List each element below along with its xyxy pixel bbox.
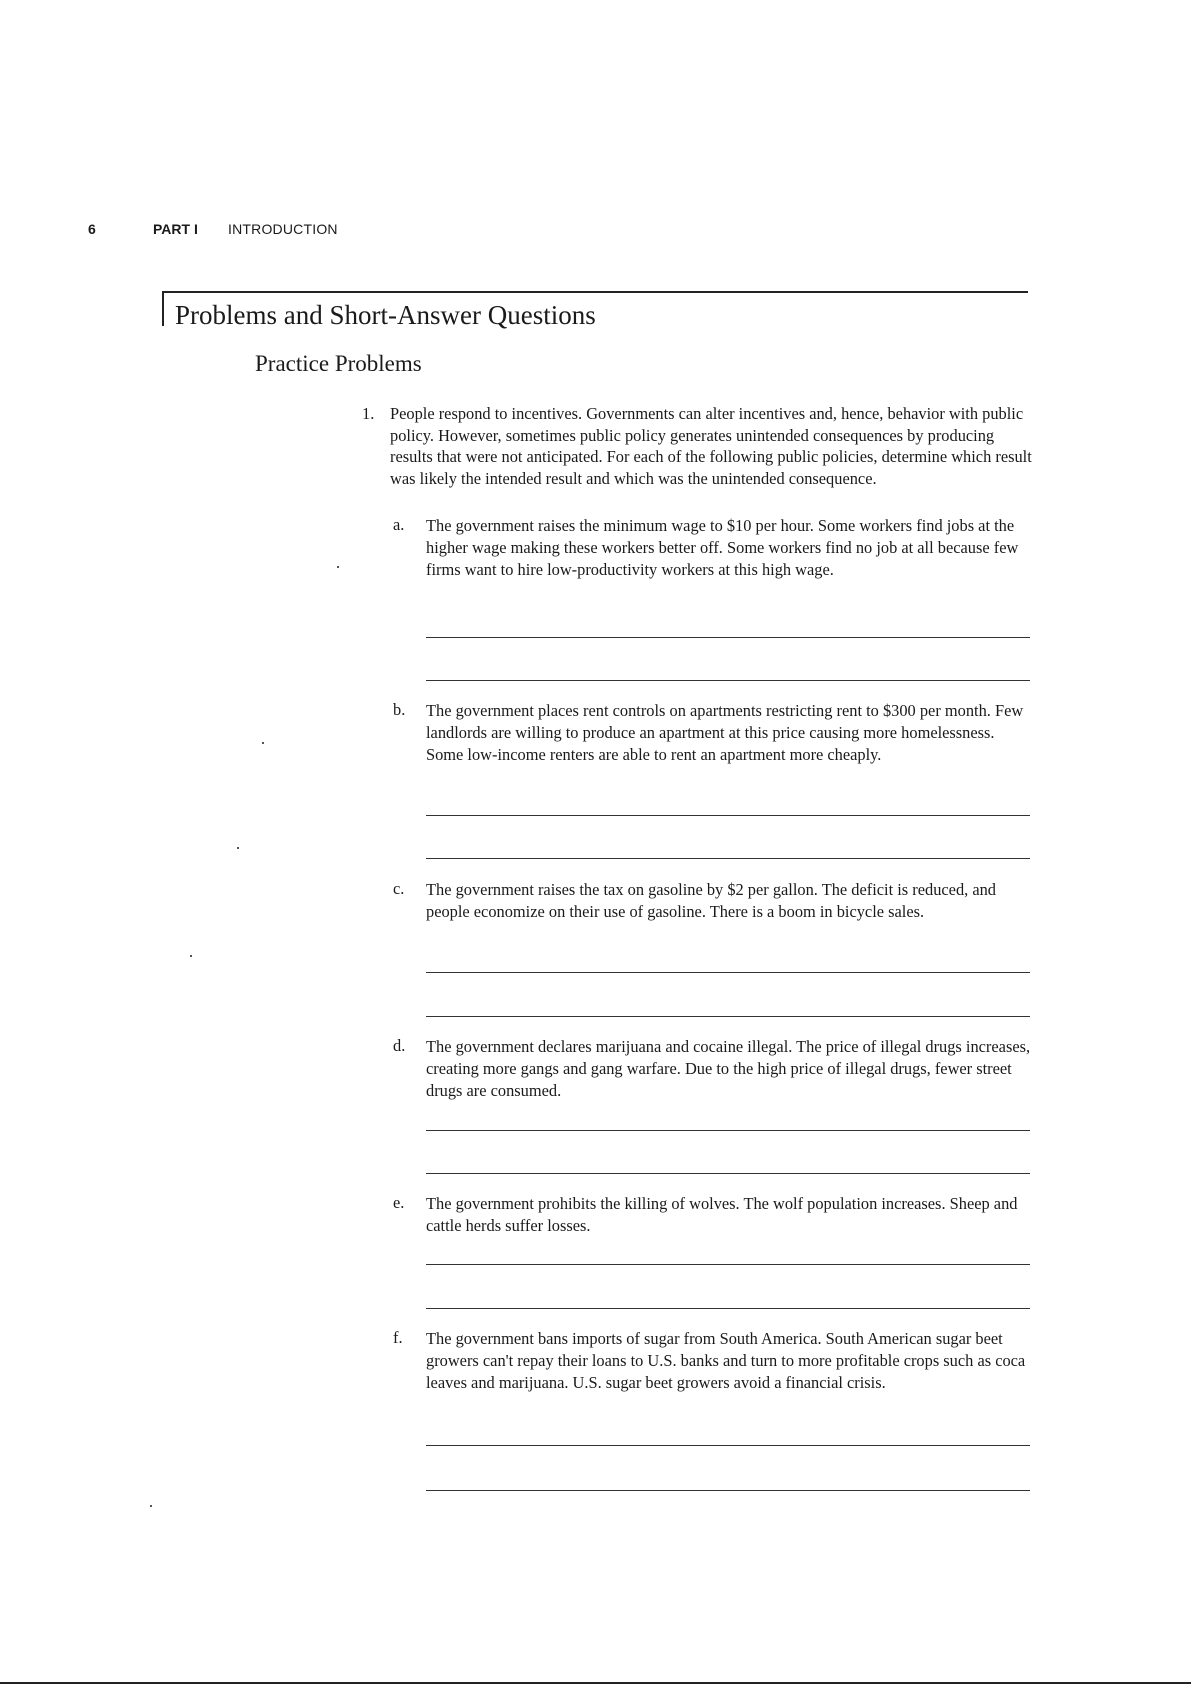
page-number: 6: [88, 221, 96, 237]
item-letter: b.: [393, 700, 406, 719]
scan-speck: [337, 566, 339, 568]
section-rule: [162, 291, 1028, 293]
item-letter: e.: [393, 1193, 405, 1212]
scan-speck: [237, 847, 239, 849]
item-letter: c.: [393, 879, 405, 898]
scan-speck: [150, 1505, 152, 1507]
item-text: The government raises the minimum wage to $10 per hour. Some workers find jobs at the higher wage making these workers better off. Some workers find no job at all because few firms want to hire low-productivity workers at this high wage.: [426, 516, 1019, 579]
scan-speck: [262, 742, 264, 744]
answer-line[interactable]: [426, 1016, 1030, 1017]
scan-speck: [190, 955, 192, 957]
answer-line[interactable]: [426, 1173, 1030, 1174]
answer-line[interactable]: [426, 637, 1030, 638]
item-text: The government prohibits the killing of wolves. The wolf population increases. Sheep and cattle herds suffer losses.: [426, 1194, 1018, 1235]
answer-line[interactable]: [426, 1445, 1030, 1446]
item-text: The government bans imports of sugar from South America. South American sugar beet growers can't repay their loans to U.S. banks and turn to more profitable crops such as coca leaves and marijuana. U.S. sugar beet growers avoid a financial crisis.: [426, 1329, 1026, 1392]
question-number: 1.: [362, 404, 375, 423]
item-letter: f.: [393, 1328, 403, 1347]
section-label: INTRODUCTION: [228, 221, 338, 237]
section-rule-vertical: [162, 291, 164, 326]
item-text: The government raises the tax on gasoline by $2 per gallon. The deficit is reduced, and people economize on their use of gasoline. There is a boom in bicycle sales.: [426, 880, 997, 921]
answer-line[interactable]: [426, 858, 1030, 859]
item-letter: d.: [393, 1036, 406, 1055]
answer-line[interactable]: [426, 815, 1030, 816]
question-text: People respond to incentives. Governments can alter incentives and, hence, behavior with public policy. However, sometimes public policy generates unintended consequences by producing results that were not anticipated. For each of the following public policies, determine which result was likely the intended result and which was the unintended consequence.: [390, 404, 1032, 488]
item-letter: a.: [393, 515, 405, 534]
answer-line[interactable]: [426, 1308, 1030, 1309]
answer-line[interactable]: [426, 1264, 1030, 1265]
answer-line[interactable]: [426, 1130, 1030, 1131]
subsection-title: Practice Problems: [255, 351, 422, 376]
scan-edge-line: [0, 1682, 1191, 1684]
item-text: The government declares marijuana and cocaine illegal. The price of illegal drugs increases, creating more gangs and gang warfare. Due to the high price of illegal drugs, fewer street drugs are consumed.: [426, 1037, 1031, 1100]
answer-line[interactable]: [426, 1490, 1030, 1491]
answer-line[interactable]: [426, 680, 1030, 681]
item-text: The government places rent controls on apartments restricting rent to $300 per month. Few landlords are willing to produce an apartment at this price causing more homelessness. Some low-income renters are able to rent an apartment more cheaply.: [426, 701, 1024, 764]
answer-line[interactable]: [426, 972, 1030, 973]
part-label: PART I: [153, 221, 198, 237]
section-title: Problems and Short-Answer Questions: [175, 300, 596, 330]
